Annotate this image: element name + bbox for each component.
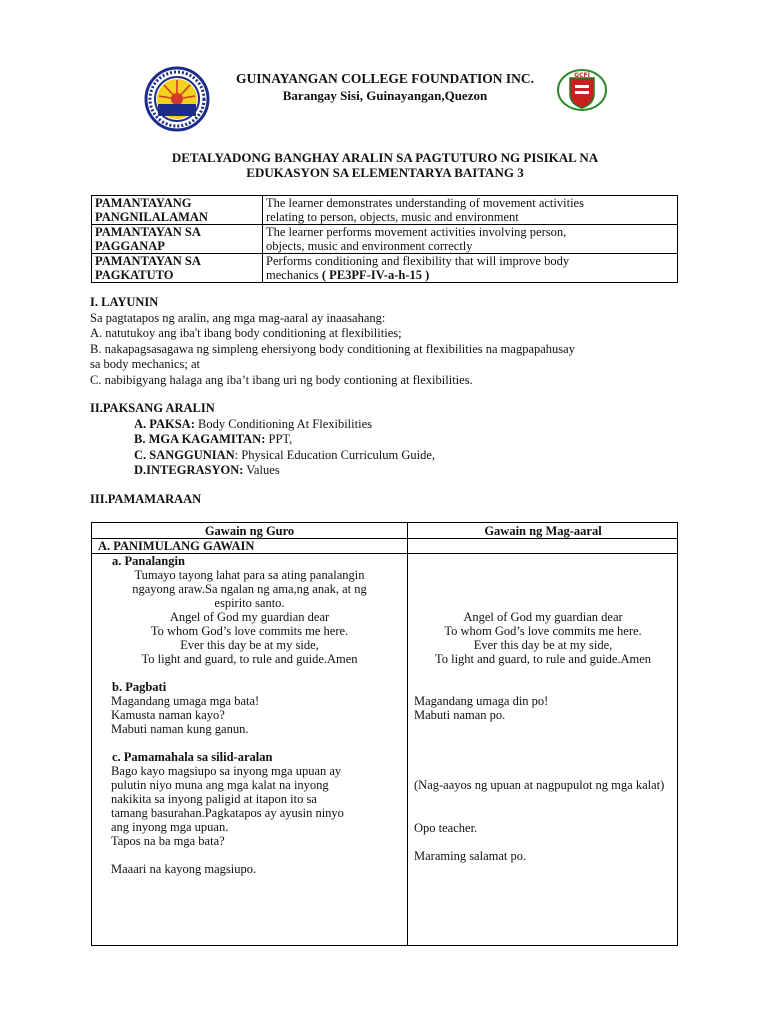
section-label: A. PANIMULANG GAWAIN <box>98 539 255 553</box>
section-heading: II.PAKSANG ARALIN <box>90 401 215 415</box>
standards-row <box>92 196 678 225</box>
paksa-section <box>90 401 690 479</box>
pamamahala-label: c. Pamamahala sa silid-aralan <box>112 750 273 764</box>
panalangin-label: a. Panalangin <box>112 554 185 568</box>
student-greeting: Magandang umaga din po! Mabuti naman po. <box>414 694 549 722</box>
teacher-greeting: Magandang umaga mga bata! Kamusta naman kayo? Mabuti naman kung ganun. <box>111 694 260 736</box>
layunin-line: Sa pagtatapos ng aralin, ang mga mag-aaral ay inaasahang: <box>90 310 386 325</box>
column-header-student: Gawain ng Mag-aaral <box>484 524 602 538</box>
teacher-instructions: Bago kayo magsiupo sa inyong mga upuan ay pulutin niyo muna ang mga kalat na inyong nakikita sa inyong paligid at itapon ito sa tamang basurahan.Pagkatapos ay ayusin ninyo ang inyong mga upuan. Tapos na ba mga bata? Maaari na kayong magsiupo. <box>111 764 344 876</box>
column-header-teacher: Gawain ng Guro <box>204 524 295 538</box>
competency-code: ( PE3PF-IV-a-h-15 ) <box>321 268 430 282</box>
student-prayer: Angel of God my guardian dear To whom God’s love commits me here. Ever this day be at my side, To light and guard, to rule and guide.Amen <box>434 610 652 666</box>
school-address: Barangay Sisi, Guinayangan,Quezon <box>282 88 488 103</box>
school-name: GUINAYANGAN COLLEGE FOUNDATION INC. <box>235 71 535 86</box>
column-divider <box>407 523 408 945</box>
document-title <box>90 150 680 180</box>
pagbati-label: b. Pagbati <box>112 680 167 694</box>
paksa-item: C. SANGGUNIAN: Physical Education Curriculum Guide, <box>134 447 436 462</box>
layunin-line: A. natutukoy ang iba't ibang body conditioning at flexibilities; <box>90 326 402 340</box>
gcfi-shield-logo <box>556 68 608 112</box>
section-heading: III.PAMAMARAAN <box>90 492 202 506</box>
student-response-tidying: (Nag-aayos ng upuan at nagpupulot ng mga kalat) <box>414 778 665 792</box>
layunin-line: B. nakapagsasagawa ng simpleng ehersiyong body conditioning at flexibilities na magpapahusay <box>90 341 575 356</box>
pamamaraan-heading <box>90 492 690 508</box>
standards-table <box>91 195 678 283</box>
standard-value: The learner demonstrates understanding of movement activities relating to person, objects, music and environment <box>263 196 678 225</box>
standards-row <box>92 225 678 254</box>
standard-value: The learner performs movement activities involving person, objects, music and environment correctly <box>263 225 678 254</box>
gcfi-logo-text: GCFI <box>574 72 590 79</box>
section-heading: I. LAYUNIN <box>90 295 159 309</box>
student-response-opo: Opo teacher. <box>414 821 478 835</box>
standard-value: Performs conditioning and flexibility that will improve body mechanics ( PE3PF-IV-a-h-15 ) <box>263 254 678 283</box>
paksa-item: D.INTEGRASYON: Values <box>134 463 280 477</box>
layunin-section <box>90 295 690 388</box>
procedure-table <box>91 522 678 946</box>
layunin-line: C. nabibigyang halaga ang iba’t ibang uri ng body contioning at flexibilities. <box>90 372 473 387</box>
layunin-line: sa body mechanics; at <box>90 357 201 371</box>
paksa-item: B. MGA KAGAMITAN: PPT, <box>134 432 293 446</box>
paksa-item: A. PAKSA: Body Conditioning At Flexibilities <box>134 416 372 431</box>
student-response-thanks: Maraming salamat po. <box>414 849 527 863</box>
standard-key: PAMANTAYAN SA PAGKATUTO <box>92 254 263 283</box>
title-line-1: DETALYADONG BANGHAY ARALIN SA PAGTUTURO NG PISIKAL NA <box>171 150 599 165</box>
standard-key: PAMANTAYANG PANGNILALAMAN <box>92 196 263 225</box>
title-line-2: EDUKASYON SA ELEMENTARYA BAITANG 3 <box>246 165 524 180</box>
standards-row <box>92 254 678 283</box>
standard-key: PAMANTAYAN SA PAGGANAP <box>92 225 263 254</box>
teacher-prayer: Tumayo tayong lahat para sa ating panalangin ngayong araw.Sa ngalan ng ama,ng anak, at ng espirito santo. Angel of God my guardian dear To whom God’s love commits me here. Ever this day be at my side, To light and guard, to rule and guide.Amen <box>132 568 367 666</box>
